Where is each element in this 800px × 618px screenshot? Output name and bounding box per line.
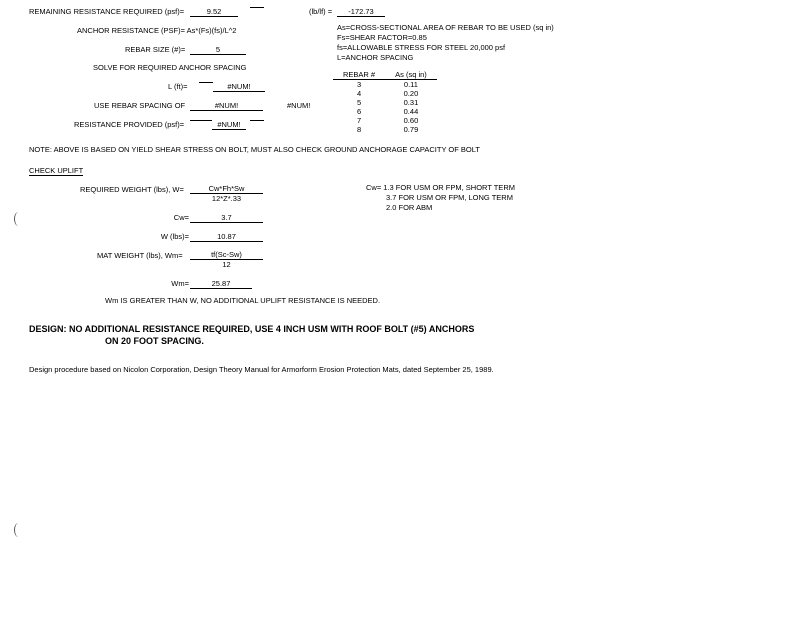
table-row — [333, 89, 437, 98]
cw-note-1: Cw= 1.3 FOR USM OR FPM, SHORT TERM — [366, 183, 515, 192]
resistance-provided-label: RESISTANCE PROVIDED (psf)= — [74, 120, 185, 129]
rebar-area: 0.20 — [403, 89, 419, 98]
table-header-rebar: REBAR # — [333, 70, 385, 80]
definition-fs: Fs=SHEAR FACTOR=0.85 — [337, 33, 427, 42]
scan-mark — [14, 212, 23, 226]
design-line-1: DESIGN: NO ADDITIONAL RESISTANCE REQUIRED, USE 4 INCH USM WITH ROOF BOLT (#5) ANCHORS — [29, 324, 475, 334]
use-spacing-label: USE REBAR SPACING OF — [94, 101, 186, 110]
uplift-conclusion: Wm IS GREATER THAN W, NO ADDITIONAL UPLIFT RESISTANCE IS NEEDED. — [105, 296, 381, 305]
rebar-size-value: 5 — [190, 45, 246, 55]
remaining-blank — [250, 7, 264, 8]
remaining-label: REMAINING RESISTANCE REQUIRED (psf)= — [29, 7, 185, 16]
rebar-area: 0.44 — [403, 107, 419, 116]
note-text: NOTE: ABOVE IS BASED ON YIELD SHEAR STRESS ON BOLT, MUST ALSO CHECK GROUND ANCHORAGE CAPACITY OF BOLT — [29, 145, 480, 154]
definition-allowable: fs=ALLOWABLE STRESS FOR STEEL 20,000 psf — [337, 43, 506, 52]
rebar-area: 0.31 — [403, 98, 419, 107]
cw-note-2: 3.7 FOR USM OR FPM, LONG TERM — [386, 193, 513, 202]
cw-note-3: 2.0 FOR ABM — [386, 203, 433, 212]
table-header-area: As (sq in) — [385, 70, 437, 80]
rebar-number: 6 — [356, 107, 362, 116]
rebar-number: 4 — [356, 89, 362, 98]
resistance-blank-2 — [250, 120, 264, 121]
anchor-resistance-formula: ANCHOR RESISTANCE (PSF)= As*(Fs)(fs)/L^2 — [77, 26, 237, 35]
solve-label: SOLVE FOR REQUIRED ANCHOR SPACING — [93, 63, 247, 72]
rebar-number: 8 — [356, 125, 362, 134]
cw-label: Cw= — [173, 213, 189, 222]
mat-weight-denominator: 12 — [222, 260, 231, 269]
cw-value: 3.7 — [190, 213, 263, 223]
required-weight-label: REQUIRED WEIGHT (lbs), W= — [80, 185, 184, 194]
rebar-number: 7 — [356, 116, 362, 125]
footer-reference: Design procedure based on Nicolon Corporation, Design Theory Manual for Armorform Erosion Protection Mats, dated September 25, 1989. — [29, 365, 494, 374]
mat-weight-label: MAT WEIGHT (lbs), Wm= — [97, 251, 183, 260]
table-row — [333, 98, 437, 107]
l-label: L (ft)= — [168, 82, 188, 91]
rebar-area: 0.60 — [403, 116, 419, 125]
required-weight-numerator: Cw*Fh*Sw — [190, 184, 263, 194]
resistance-blank — [190, 120, 212, 121]
resistance-provided-value: #NUM! — [212, 120, 246, 130]
rebar-area-table — [333, 70, 437, 134]
l-blank — [199, 82, 213, 83]
table-row — [333, 107, 437, 116]
rebar-size-label: REBAR SIZE (#)= — [125, 45, 186, 54]
bolt-label: (lb/lf) = — [309, 7, 333, 16]
rebar-number: 3 — [356, 80, 362, 89]
rebar-number: 5 — [356, 98, 362, 107]
table-header-row — [333, 70, 437, 80]
check-uplift-heading: CHECK UPLIFT — [29, 166, 84, 175]
table-row — [333, 125, 437, 134]
w-value: 10.87 — [190, 232, 263, 242]
scan-mark — [14, 523, 23, 537]
bolt-value: -172.73 — [337, 7, 385, 17]
use-spacing-extra: #NUM! — [287, 101, 311, 110]
l-value: #NUM! — [213, 82, 265, 92]
definition-as: As=CROSS-SECTIONAL AREA OF REBAR TO BE USED (sq in) — [337, 23, 554, 32]
design-line-2: ON 20 FOOT SPACING. — [105, 336, 204, 346]
mat-weight-numerator: tf(Sc-Sw) — [190, 250, 263, 260]
wm-label: Wm= — [171, 279, 189, 288]
table-row — [333, 80, 437, 90]
remaining-value: 9.52 — [190, 7, 238, 17]
table-row — [333, 116, 437, 125]
rebar-area: 0.11 — [403, 80, 418, 89]
definition-l: L=ANCHOR SPACING — [337, 53, 414, 62]
use-spacing-value: #NUM! — [190, 101, 263, 111]
wm-value: 25.87 — [190, 279, 252, 289]
w-label: W (lbs)= — [160, 232, 189, 241]
rebar-area: 0.79 — [403, 125, 419, 134]
required-weight-denominator: 12*Z*.33 — [211, 194, 242, 203]
